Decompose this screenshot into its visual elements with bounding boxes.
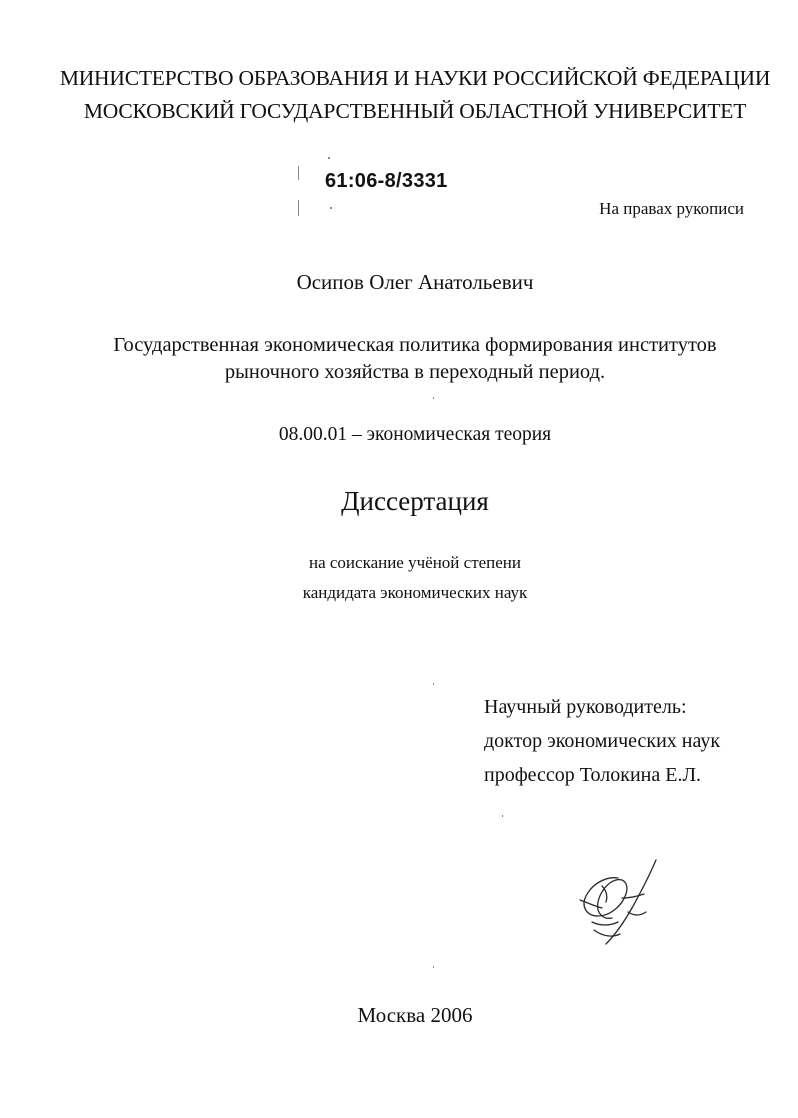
scan-speck bbox=[502, 815, 503, 817]
ministry-heading: МИНИСТЕРСТВО ОБРАЗОВАНИЯ И НАУКИ РОССИЙСКОЙ ФЕДЕРАЦИИ bbox=[59, 66, 771, 90]
handwritten-signature-icon bbox=[572, 856, 662, 948]
rights-note: На правах рукописи bbox=[599, 199, 744, 218]
supervisor-name: профессор Толокина Е.Л. bbox=[484, 764, 702, 786]
scan-speck bbox=[298, 200, 299, 216]
dissertation-title-line-1: Государственная экономическая политика формирования институтов bbox=[113, 334, 717, 356]
scan-speck bbox=[328, 157, 330, 159]
scan-speck bbox=[298, 166, 299, 180]
scan-speck bbox=[433, 683, 434, 685]
document-type: Диссертация bbox=[341, 486, 489, 516]
degree-line-1: на соискание учёной степени bbox=[308, 553, 522, 572]
dissertation-title-line-2: рыночного хозяйства в переходный период. bbox=[224, 361, 606, 383]
university-heading: МОСКОВСКИЙ ГОСУДАРСТВЕННЫЙ ОБЛАСТНОЙ УНИВЕРСИТЕТ bbox=[83, 99, 747, 123]
degree-line-2: кандидата экономических наук bbox=[302, 583, 528, 602]
author-name: Осипов Олег Анатольевич bbox=[296, 270, 534, 294]
supervisor-role: Научный руководитель: bbox=[484, 696, 687, 718]
supervisor-degree: доктор экономических наук bbox=[484, 730, 721, 752]
city-year: Москва 2006 bbox=[357, 1003, 473, 1027]
specialty-code: 08.00.01 – экономическая теория bbox=[278, 424, 552, 445]
catalog-code: 61:06-8/3331 bbox=[325, 170, 448, 192]
scan-speck bbox=[433, 397, 434, 399]
scan-speck bbox=[433, 966, 434, 968]
scan-speck bbox=[330, 207, 332, 209]
